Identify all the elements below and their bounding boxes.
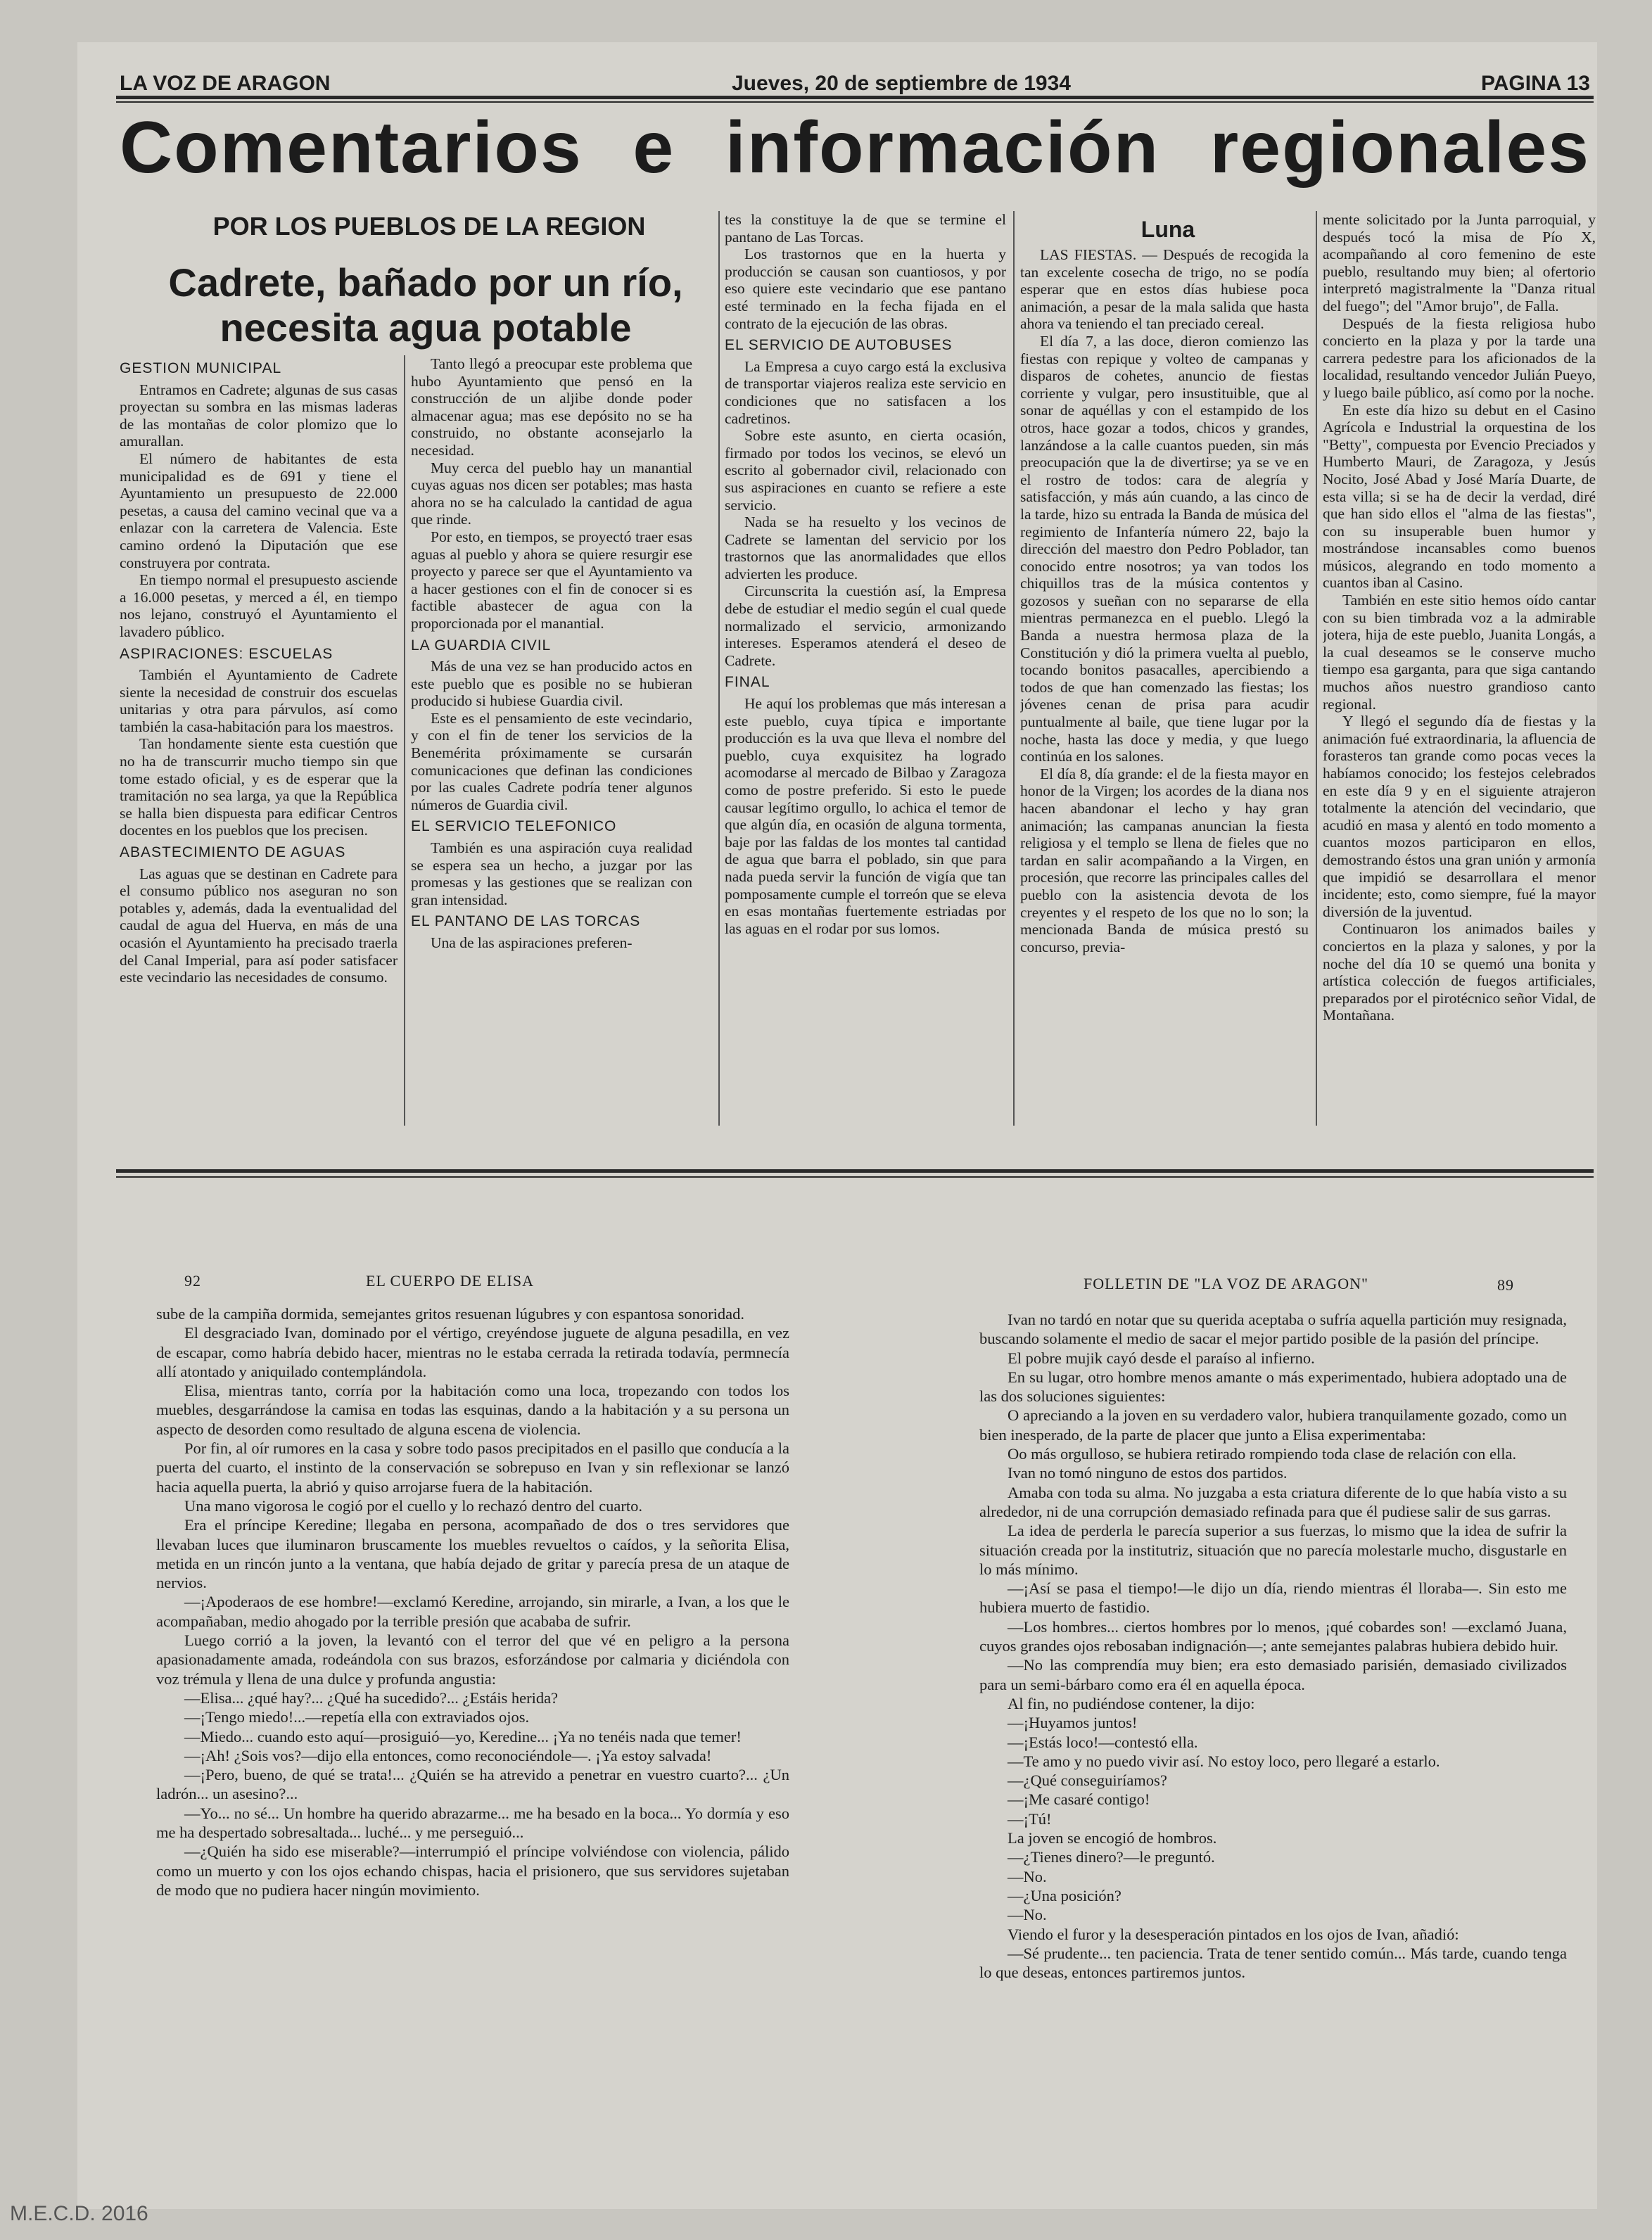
paragraph: La Empresa a cuyo cargo está la exclusiva de transportar viajeros realiza este servicio en condiciones que no satisfacen a los cadretinos.	[725, 357, 1006, 427]
paragraph: —No.	[1008, 1867, 1047, 1885]
paragraph: Una mano vigorosa le cogió por el cuello y lo rechazó dentro del cuarto.	[184, 1496, 643, 1515]
paragraph: El desgraciado Ivan, dominado por el vértigo, creyéndose juguete de alguna pesadilla, en vez de escapar, como habría debido hacer, mientras no le estaba cerrada la retirada todavía, permnecía allí atontado y aniquilado contemplándola.	[156, 1324, 789, 1380]
paragraph: O apreciando a la joven en su verdadero valor, hubiera tranquilamente gozado, como un bien inesperado, de la parte de placer que junto a Elisa experimentaba:	[979, 1406, 1567, 1444]
paragraph: —Los hombres... ciertos hombres por lo menos, ¡qué cobardes son! —exclamó Juana, cuyos grandes ojos rebosaban indignación—; ante semejantes palabras hubiera debido huir.	[979, 1617, 1567, 1655]
paragraph: La joven se encogió de hombros.	[1008, 1829, 1217, 1847]
subheading: ASPIRACIONES: ESCUELAS	[120, 645, 333, 662]
paragraph: Tanto llegó a preocupar este problema que hubo Ayuntamiento que pensó en la construcción de un aljibe donde poder almacenar agua; mas ese depósito no se ha construido, no obstante aconsejarlo la necesidad.	[411, 355, 692, 459]
paragraph: Por esto, en tiempos, se proyectó traer esas aguas al pueblo y ahora se quiere resurgir ese proyecto y parece ser que el Ayuntamiento va a hacer gestiones con el fin de conocer si es factible abastecer de agua con la proporcionada por el manantial.	[411, 528, 692, 632]
cadrete-column-3	[725, 211, 1006, 1126]
newspaper-name: LA VOZ DE ARAGON	[120, 72, 331, 95]
paragraph: Ivan no tomó ninguno de estos dos partidos.	[1008, 1464, 1288, 1482]
paragraph: Tan hondamente siente esta cuestión que no ha de transcurrir mucho tiempo sin que tome estado oficial, y es de esperar que la tramitación no sea larga, ya que la República se halla bien dispuesta para edificar Centros docentes en los pueblos que los precisen.	[120, 735, 398, 839]
paragraph: Los trastornos que en la huerta y producción se causan son cuantiosos, y por eso quiere este vecindario que ese pantano esté terminado en la fecha fijada en el contrato de la ejecución de las obras.	[725, 246, 1006, 332]
paragraph: Luego corrió a la joven, la levantó con el terror del que vé en peligro a la persona apasionadamente amada, rodeándola con sus brazos, esforzándose por calmaria y diciéndola con voz trémula y llena de una dulce y profunda angustia:	[156, 1631, 789, 1688]
paragraph: —No las comprendía muy bien; era esto demasiado parisién, demasiado civilizados para un semi-bárbaro como era él en aquella época.	[979, 1656, 1567, 1693]
paragraph: El pobre mujik cayó desde el paraíso al infierno.	[1008, 1349, 1315, 1367]
paragraph: —¡Así se pasa el tiempo!—le dijo un día, riendo mientras él lloraba—. Sin esto me hubiera muerto de fastidio.	[979, 1579, 1567, 1617]
paragraph: He aquí los problemas que más interesan a este pueblo, cuya típica e importante producción es la uva que lleva el nombre del pueblo, cuya exquisitez ha logrado acomodarse al mercado de Bilbao y Zaragoza como de postre preferido. Si esto le puede causar legítimo orgullo, lo achica el temor de que algún día, en ocasión de alguna tormenta, baje por las faldas de los montes tal cantidad de agua que barra el poblado, sin que para nada pueda servir la función de vigía que tan pomposamente cumple el torreón que se eleva en esas montañas fuertemente estriadas por las aguas en el rodar por sus lomos.	[725, 695, 1006, 937]
folletin-left-column	[156, 1304, 789, 2194]
paragraph: Amaba con toda su alma. No juzgaba a esta criatura diferente de lo que había visto a su alrededor, ni de una corrupción demasiado refinada para que él pudiese salir de sus garras.	[979, 1483, 1567, 1520]
paragraph: —¡Pero, bueno, de qué se trata!... ¿Quién se ha atrevido a penetrar en vuestro cuarto?... ¿Un ladrón... un asesino?...	[156, 1766, 789, 1803]
paragraph: Después de la fiesta religiosa hubo concierto en la plaza y por la tarde una carrera pedestre para los aficionados de la localidad, resultando vencedor Julián Pueyo, y luego baile público, así como por la noche.	[1323, 314, 1596, 401]
paragraph: También el Ayuntamiento de Cadrete siente la necesidad de construir dos escuelas unitarias y otra para párvulos, así como también la casa-habitación para los maestros.	[120, 666, 398, 735]
paragraph: Al fin, no pudiéndose contener, la dijo:	[1008, 1694, 1255, 1712]
paragraph: En este día hizo su debut en el Casino Agrícola e Industrial la orquestina de los "Betty", compuesta por Evencio Preciados y Humberto Mauri, de Zaragoza, y Jesús Nocito, José Abad y José María Duarte, de esta villa; si se ha de decir la verdad, diré que han sido ellos el "alma de las fiestas", con su insuperable buen humor y mostrándose incansables como buenos músicos, alegrando en todo momento a cuantos iban al Casino.	[1323, 401, 1596, 592]
subheading: ABASTECIMIENTO DE AGUAS	[120, 844, 346, 861]
paragraph: Viendo el furor y la desesperación pintados en los ojos de Ivan, añadió:	[1008, 1925, 1459, 1943]
folletin-left-number: 92	[184, 1272, 201, 1290]
subheading: GESTION MUNICIPAL	[120, 360, 282, 376]
paragraph-continuation: sube de la campiña dormida, semejantes gritos resuenan lúgubres y con espantosa sonoridad.	[156, 1305, 745, 1323]
article-title	[116, 260, 735, 350]
article-title-line-1: Cadrete, bañado por un río,	[168, 260, 683, 305]
paragraph: —¿Qué conseguiríamos?	[1008, 1771, 1167, 1790]
paragraph: Nada se ha resuelto y los vecinos de Cadrete se lamentan del servicio por los trastornos que las anormalidades que ellos advierten les produce.	[725, 514, 1006, 583]
paragraph: Ivan no tardó en notar que su querida aceptaba o sufría aquella partición muy resignada, buscando solamente el medio de sacar el mejor partido posible de la pasión del príncipe.	[979, 1311, 1567, 1348]
article-kicker: POR LOS PUEBLOS DE LA REGION	[212, 212, 646, 241]
paragraph: Continuaron los animados bailes y conciertos en la plaza y salones, y por la noche del día 10 se quemó una bonita y artística colección de fuegos artificiales, preparados por el pirotécnico señor Vidal, de Montañana.	[1323, 920, 1596, 1024]
cadrete-column-1	[120, 355, 398, 1126]
column-rule	[404, 355, 405, 1126]
paragraph: Por fin, al oír rumores en la casa y sobre todo pasos precipitados en el pasillo que conducía a la puerta del cuarto, el instinto de la conservación se sobrepuso en Ivan y sin reflexionar se lanzó hacia aquella puerta, la abrió y quiso arrojarse fuera de la habitación.	[156, 1439, 789, 1496]
paragraph: —Yo... no sé... Un hombre ha querido abrazarme... me ha besado en la boca... Yo dormía y eso me ha despertado sobresaltada... luché... y me perseguió...	[156, 1804, 789, 1842]
paragraph: Sobre este asunto, en cierta ocasión, firmado por todos los vecinos, se elevó un escrito al gobernador civil, relacionado con sus aspiraciones en cuanto se refiere a este servicio.	[725, 427, 1006, 514]
article-title-line-2: necesita agua potable	[220, 305, 632, 350]
section-separator	[116, 1169, 1594, 1173]
column-rule	[1013, 211, 1015, 1126]
paragraph: Y llegó el segundo día de fiestas y la animación fué extraordinaria, la afluencia de forasteros tan grande como pocas veces la habíamos conocido; los festejos celebrados en este día 9 y en el siguiente atrajeron totalmente la atención del vecindario, que acudió en masa y alentó en todo momento a cuantos mozos participaron en ellos, demostrando éstos una gran unión y armonía que impidió se desarrollara el menor incidente; esto, como siempre, fué la mayor diversión de la juventud.	[1323, 713, 1596, 920]
paragraph: —¿Una posición?	[1008, 1886, 1122, 1904]
paragraph: Las aguas que se destinan en Cadrete para el consumo público nos aseguran no son potables y, además, dada la eventualidad del caudal de agua del Huerva, en más de una ocasión el Ayuntamiento ha precisado traerla del Canal Imperial, para así poder satisfacer este vecindario las necesidades de consumo.	[120, 865, 398, 986]
paragraph: LAS FIESTAS. — Después de recogida la tan excelente cosecha de trigo, no se podía esperar que en estos días hubiese poca animación, a pesar de la mala salida que hasta ahora va teniendo el tan preciado cereal.	[1020, 246, 1309, 333]
paragraph: Más de una vez se han producido actos en este pueblo que es posible no se hubieran producido si hubiese Guardia civil.	[411, 658, 692, 710]
paragraph: Este es el pensamiento de este vecindario, y con el fin de tener los servicios de la Benemérita próximamente se cursarán comunicaciones que definan las condiciones por las cuales Cadrete podría tener algunos números de Guardia civil.	[411, 709, 692, 813]
paragraph: El número de habitantes de esta municipalidad es de 691 y tiene el Ayuntamiento un presupuesto de 22.000 pesetas, a causa del camino vecinal que va a enlazar con la carretera de Valencia. Este camino ordenó la Diputación que ese construyera por contrata.	[120, 450, 398, 571]
paragraph: —¿Quién ha sido ese miserable?—interrumpió el príncipe volviéndose con violencia, pálido como un muerto y con los ojos echando chispas, hacia el prisionero, que sus servidores sujetaban de modo que no pudiera hacer ningún movimiento.	[156, 1843, 789, 1899]
paragraph: La idea de perderla le parecía superior a sus fuerzas, lo mismo que la idea de sufrir la situación creada por la institutriz, situación que no parecía molestarle mucho, disgustarle en lo más mínimo.	[979, 1522, 1567, 1578]
luna-title: Luna	[1140, 217, 1195, 242]
paragraph: Elisa, mientras tanto, corría por la habitación como una loca, tropezando con todos los muebles, desgarrándose la camisa en todas las esquinas, dando a la habitación y a su persona un aspecto de desorden como resultado de alguna escena de violencia.	[156, 1382, 789, 1438]
paragraph: Era el príncipe Keredine; llegaba en persona, acompañado de dos o tres servidores que llevaban luces que iluminaron bruscamente los muebles revueltos o caídos, y la señorita Elisa, metida en un rincón junto a la ventana, que había dejado de gritar y parecía presa de un ataque de nervios.	[156, 1516, 789, 1592]
paragraph: El día 8, día grande: el de la fiesta mayor en honor de la Virgen; los acordes de la diana nos hacen abandonar el lecho y hay gran animación; las campanas anuncian la fiesta religiosa y el templo se llena de fieles que no tardan en salir acompañando a la Virgen, en procesión, que recorre las principales calles del pueblo con la asistencia devota de los creyentes y el respeto de los que no lo son; la mencionada Banda de música prestó su concurso, previa-	[1020, 765, 1309, 955]
paragraph: —¡Me casaré contigo!	[1008, 1790, 1150, 1809]
paragraph: —Te amo y no puedo vivir así. No estoy loco, pero llegaré a estarlo.	[1008, 1752, 1440, 1770]
column-rule	[718, 211, 720, 1126]
paragraph-continuation: mente solicitado por la Junta parroquial, y después tocó la misa de Pío X, acompañando al coro femenino de este pueblo, resultando muy bien; al ofertorio interpretó magistralmente la "Danza ritual del fuego"; del "Amor brujo", de Falla.	[1323, 211, 1596, 314]
paragraph: En tiempo normal el presupuesto asciende a 16.000 pesetas, y merced a él, en tiempo nos lejano, construyó el Ayuntamiento el lavadero público.	[120, 571, 398, 640]
subheading: EL SERVICIO DE AUTOBUSES	[725, 337, 953, 354]
paragraph: En su lugar, otro hombre menos amante o más experimentado, hubiera adoptado una de las dos soluciones siguientes:	[979, 1368, 1567, 1406]
paragraph: —¡Tú!	[1008, 1809, 1052, 1828]
paragraph: —¡Apoderaos de ese hombre!—exclamó Keredine, arrojando, sin mirarle, a Ivan, a los que le acompañaban, medio ahogado por la terrible presión que acababa de sufrir.	[156, 1593, 789, 1630]
paragraph: —¡Ah! ¿Sois vos?—dijo ella entonces, como reconociéndole—. ¡Ya estoy salvada!	[184, 1746, 712, 1764]
subheading: LA GUARDIA CIVIL	[411, 637, 552, 654]
archive-watermark: M.E.C.D. 2016	[10, 2202, 148, 2225]
paragraph: —¡Huyamos juntos!	[1008, 1714, 1138, 1732]
paragraph: —Miedo... cuando esto aquí—prosiguió—yo, Keredine... ¡Ya no tenéis nada que temer!	[184, 1727, 742, 1745]
paragraph: Una de las aspiraciones preferen-	[431, 934, 633, 951]
folletin-left-title: EL CUERPO DE ELISA	[366, 1272, 535, 1290]
paragraph: Circunscrita la cuestión así, la Empresa debe de estudiar el medio según el cual quede normalizado el servicio, armonizando intereses. Esperamos atenderá el deseo de Cadrete.	[725, 583, 1006, 669]
paragraph: —No.	[1008, 1906, 1047, 1924]
paragraph-continuation: tes la constituye la de que se termine el pantano de Las Torcas.	[725, 211, 1006, 246]
paragraph: Muy cerca del pueblo hay un manantial cuyas aguas nos dicen ser potables; mas hasta ahora no se ha calculado la cantidad de agua que rinde.	[411, 459, 692, 528]
section-headline: Comentarios e información regionales	[120, 107, 1590, 189]
paragraph: —¡Tengo miedo!...—repetía ella con extraviados ojos.	[184, 1708, 530, 1726]
subheading: EL PANTANO DE LAS TORCAS	[411, 913, 641, 930]
column-rule	[1316, 211, 1317, 1126]
paragraph: Entramos en Cadrete; algunas de sus casas proyectan su sombra en las mismas laderas de las montañas de color plomizo que lo amurallan.	[120, 381, 398, 450]
paragraph: Oo más orgulloso, se hubiera retirado rompiendo toda clase de relación con ella.	[1008, 1445, 1517, 1463]
subheading: EL SERVICIO TELEFONICO	[411, 818, 617, 835]
section-separator-thin	[116, 1176, 1594, 1178]
folletin-right-number: 89	[1497, 1276, 1514, 1294]
paragraph: —Elisa... ¿qué hay?... ¿Qué ha sucedido?... ¿Estáis herida?	[184, 1688, 559, 1707]
paragraph: —Sé prudente... ten paciencia. Trata de tener sentido común... Más tarde, cuando tenga lo que deseas, entonces partiremos juntos.	[979, 1944, 1567, 1982]
masthead-rule-thin	[116, 101, 1594, 103]
cadrete-column-2	[411, 355, 692, 1126]
paragraph: El día 7, a las doce, dieron comienzo las fiestas con repique y volteo de campanas y disparos de cohetes, anuncio de fiestas corriente y vulgar, pero insustituible, que al sonar de aquéllas y con el estampido de los otros, hace gozar a todos, chicos y grandes, lanzándose a la calle cuantos pueden, sin más preocupación que la de divertirse; ya se ve en el rostro de todos: cara de alegría y satisfacción, y más aún cuando, a las cinco de la tarde, hizo su entrada la Banda de música del regimiento de Infantería número 22, bajo la dirección del maestro don Pedro Poblador, tan conocido entre nosotros; ya van todos los chiquillos tras de la música contentos y gozosos y sueñan con no separarse de ella mientras permanezca en el pueblo. Llegó la Banda a nuestra hermosa plaza de la Constitución y dió la primera vuelta al pueblo, tocando bonitos pasacalles, apercibiendo a todos de que han comenzado las fiestas; los jóvenes cenan de prisa para acudir puntualmente al baile, que tiene lugar por la noche, hasta las doce y media, y que luego continúa en los salones.	[1020, 332, 1309, 765]
luna-column-1	[1020, 246, 1309, 1126]
paragraph: —¡Estás loco!—contestó ella.	[1008, 1733, 1198, 1751]
paragraph: También es una aspiración cuya realidad se espera sea un hecho, a juzgar por las promesas y las gestiones que se realizan con gran intensidad.	[411, 839, 692, 908]
issue-date: Jueves, 20 de septiembre de 1934	[732, 72, 1071, 95]
luna-column-2	[1323, 211, 1596, 1126]
page-number: PAGINA 13	[1480, 72, 1590, 95]
subheading: FINAL	[725, 674, 770, 691]
folletin-right-column	[979, 1310, 1567, 2200]
masthead-rule	[116, 96, 1594, 99]
paragraph: También en este sitio hemos oído cantar con su bien timbrada voz a la admirable jotera, hija de este pueblo, Juanita Longás, a la cual deseamos se le conserve mucho tiempo esa garganta, para que siga cantando muchos años nuestro grandioso canto regional.	[1323, 592, 1596, 713]
folletin-right-title: FOLLETIN DE "LA VOZ DE ARAGON"	[1084, 1275, 1369, 1292]
paragraph: —¿Tienes dinero?—le preguntó.	[1008, 1848, 1215, 1866]
